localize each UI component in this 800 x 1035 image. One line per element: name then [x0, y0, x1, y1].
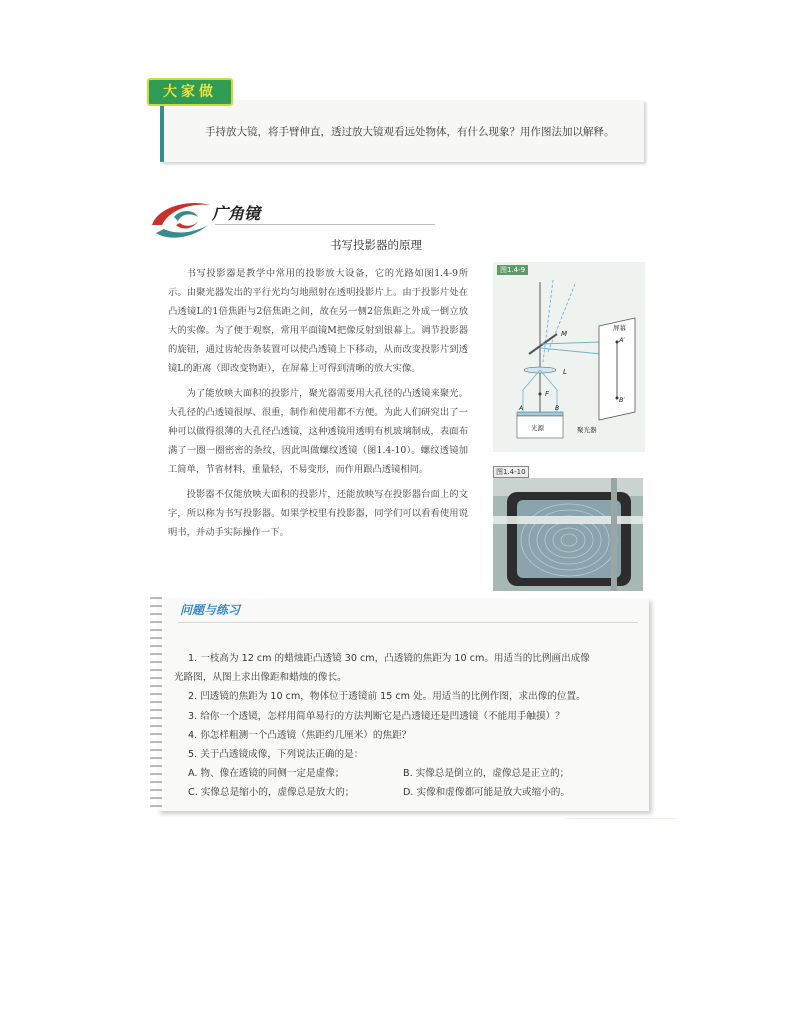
label-a-prime: A′	[619, 336, 625, 344]
article-paragraph: 投影器不仅能放映大面积的投影片，还能放映写在投影器台面上的文字，所以称为书写投影器。如果学校里有投影器，同学们可以看看使用说明书，并动手实际操作一下。	[168, 489, 468, 538]
label-a: A	[519, 405, 524, 412]
label-lamp: 光源	[531, 424, 544, 432]
figure-label: 图1.4-9	[497, 265, 528, 275]
label-screen: 屏幕	[613, 324, 626, 332]
option-a: A. 物、像在透镜的同侧一定是虚像；	[188, 768, 345, 780]
label-f: F	[545, 390, 550, 398]
label-condenser: 聚光器	[577, 426, 597, 434]
figure-label: 图1.4-10	[493, 466, 529, 478]
wide-angle-logo-icon	[148, 195, 218, 243]
activity-text: 手持放大镜，将手臂伸直，透过放大镜观看远处物体，有什么现象？用作图法加以解释。	[205, 126, 615, 138]
options-row	[188, 783, 648, 802]
scan-artifact-line	[566, 818, 676, 819]
exercise-rule	[178, 622, 638, 623]
section-title: 广角镜	[212, 204, 261, 223]
question-5: 5. 关于凸透镜成像，下列说法正确的是：	[188, 749, 364, 761]
question-3: 3. 给你一个透镜，怎样用简单易行的方法判断它是凸透镜还是凹透镜（不能用手触摸）？	[188, 710, 565, 722]
title-rule	[215, 224, 435, 225]
option-d: D. 实像和虚像都可能是放大或缩小的。	[403, 787, 570, 799]
activity-tag: 大家做	[147, 78, 233, 106]
exercise-list	[174, 649, 648, 803]
options-row	[188, 764, 648, 783]
article-paragraph: 书写投影器是教学中常用的投影放大设备，它的光路如图1.4-9所示。由聚光器发出的平行光均匀地照射在透明投影片上。由于投影片处在凸透镜L的1倍焦距与2倍焦距之间，故在另一侧2倍焦距之外成一倒立放大的实像。为了便于观察，常用平面镜M把像反射到银幕上。调节投影器的旋钮，通过齿轮齿条装置可以使凸透镜上下移动，从而改变投影片到透镜L的距离（即改变物距），在屏幕上可得到清晰的放大实像。	[168, 268, 468, 374]
exercise-title: 问题与练习	[180, 603, 241, 617]
label-b: B	[555, 405, 560, 412]
question-1-cont: 光路图，从图上求出像距和蜡烛的像长。	[174, 672, 347, 684]
projector-optics-diagram	[493, 262, 645, 452]
label-m: M	[561, 330, 568, 338]
spiral-binding-icon	[148, 592, 164, 814]
article-body	[168, 264, 468, 548]
label-l: L	[563, 368, 567, 376]
option-c: C. 实像总是缩小的，虚像总是放大的；	[188, 787, 355, 799]
question-4: 4. 你怎样粗测一个凸透镜（焦距约几厘米）的焦距？	[188, 729, 412, 741]
fresnel-lens-photo	[493, 478, 643, 591]
article-paragraph: 为了能放映大面积的投影片，聚光器需要用大孔径的凸透镜来聚光。大孔径的凸透镜很厚、很重，制作和使用都不方便。为此人们研究出了一种可以做得很薄的大孔径凸透镜，这种透镜用透明有机玻璃制成，表面布满了一圈一圈密密的条纹，因此叫做螺纹透镜（图1.4-10）。螺纹透镜加工简单，节省材料，重量轻，不易变形，而作用跟凸透镜相同。	[168, 388, 468, 475]
label-b-prime: B′	[619, 396, 625, 404]
question-2: 2. 凹透镜的焦距为 10 cm，物体位于透镜前 15 cm 处。用适当的比例作图，求出像的位置。	[188, 691, 586, 703]
article-title: 书写投影器的原理	[330, 238, 422, 252]
question-1: 1. 一枝高为 12 cm 的蜡烛距凸透镜 30 cm，凸透镜的焦距为 10 cm。用适当的比例画出成像	[188, 653, 590, 664]
option-b: B. 实像总是倒立的，虚像总是正立的；	[403, 768, 570, 780]
